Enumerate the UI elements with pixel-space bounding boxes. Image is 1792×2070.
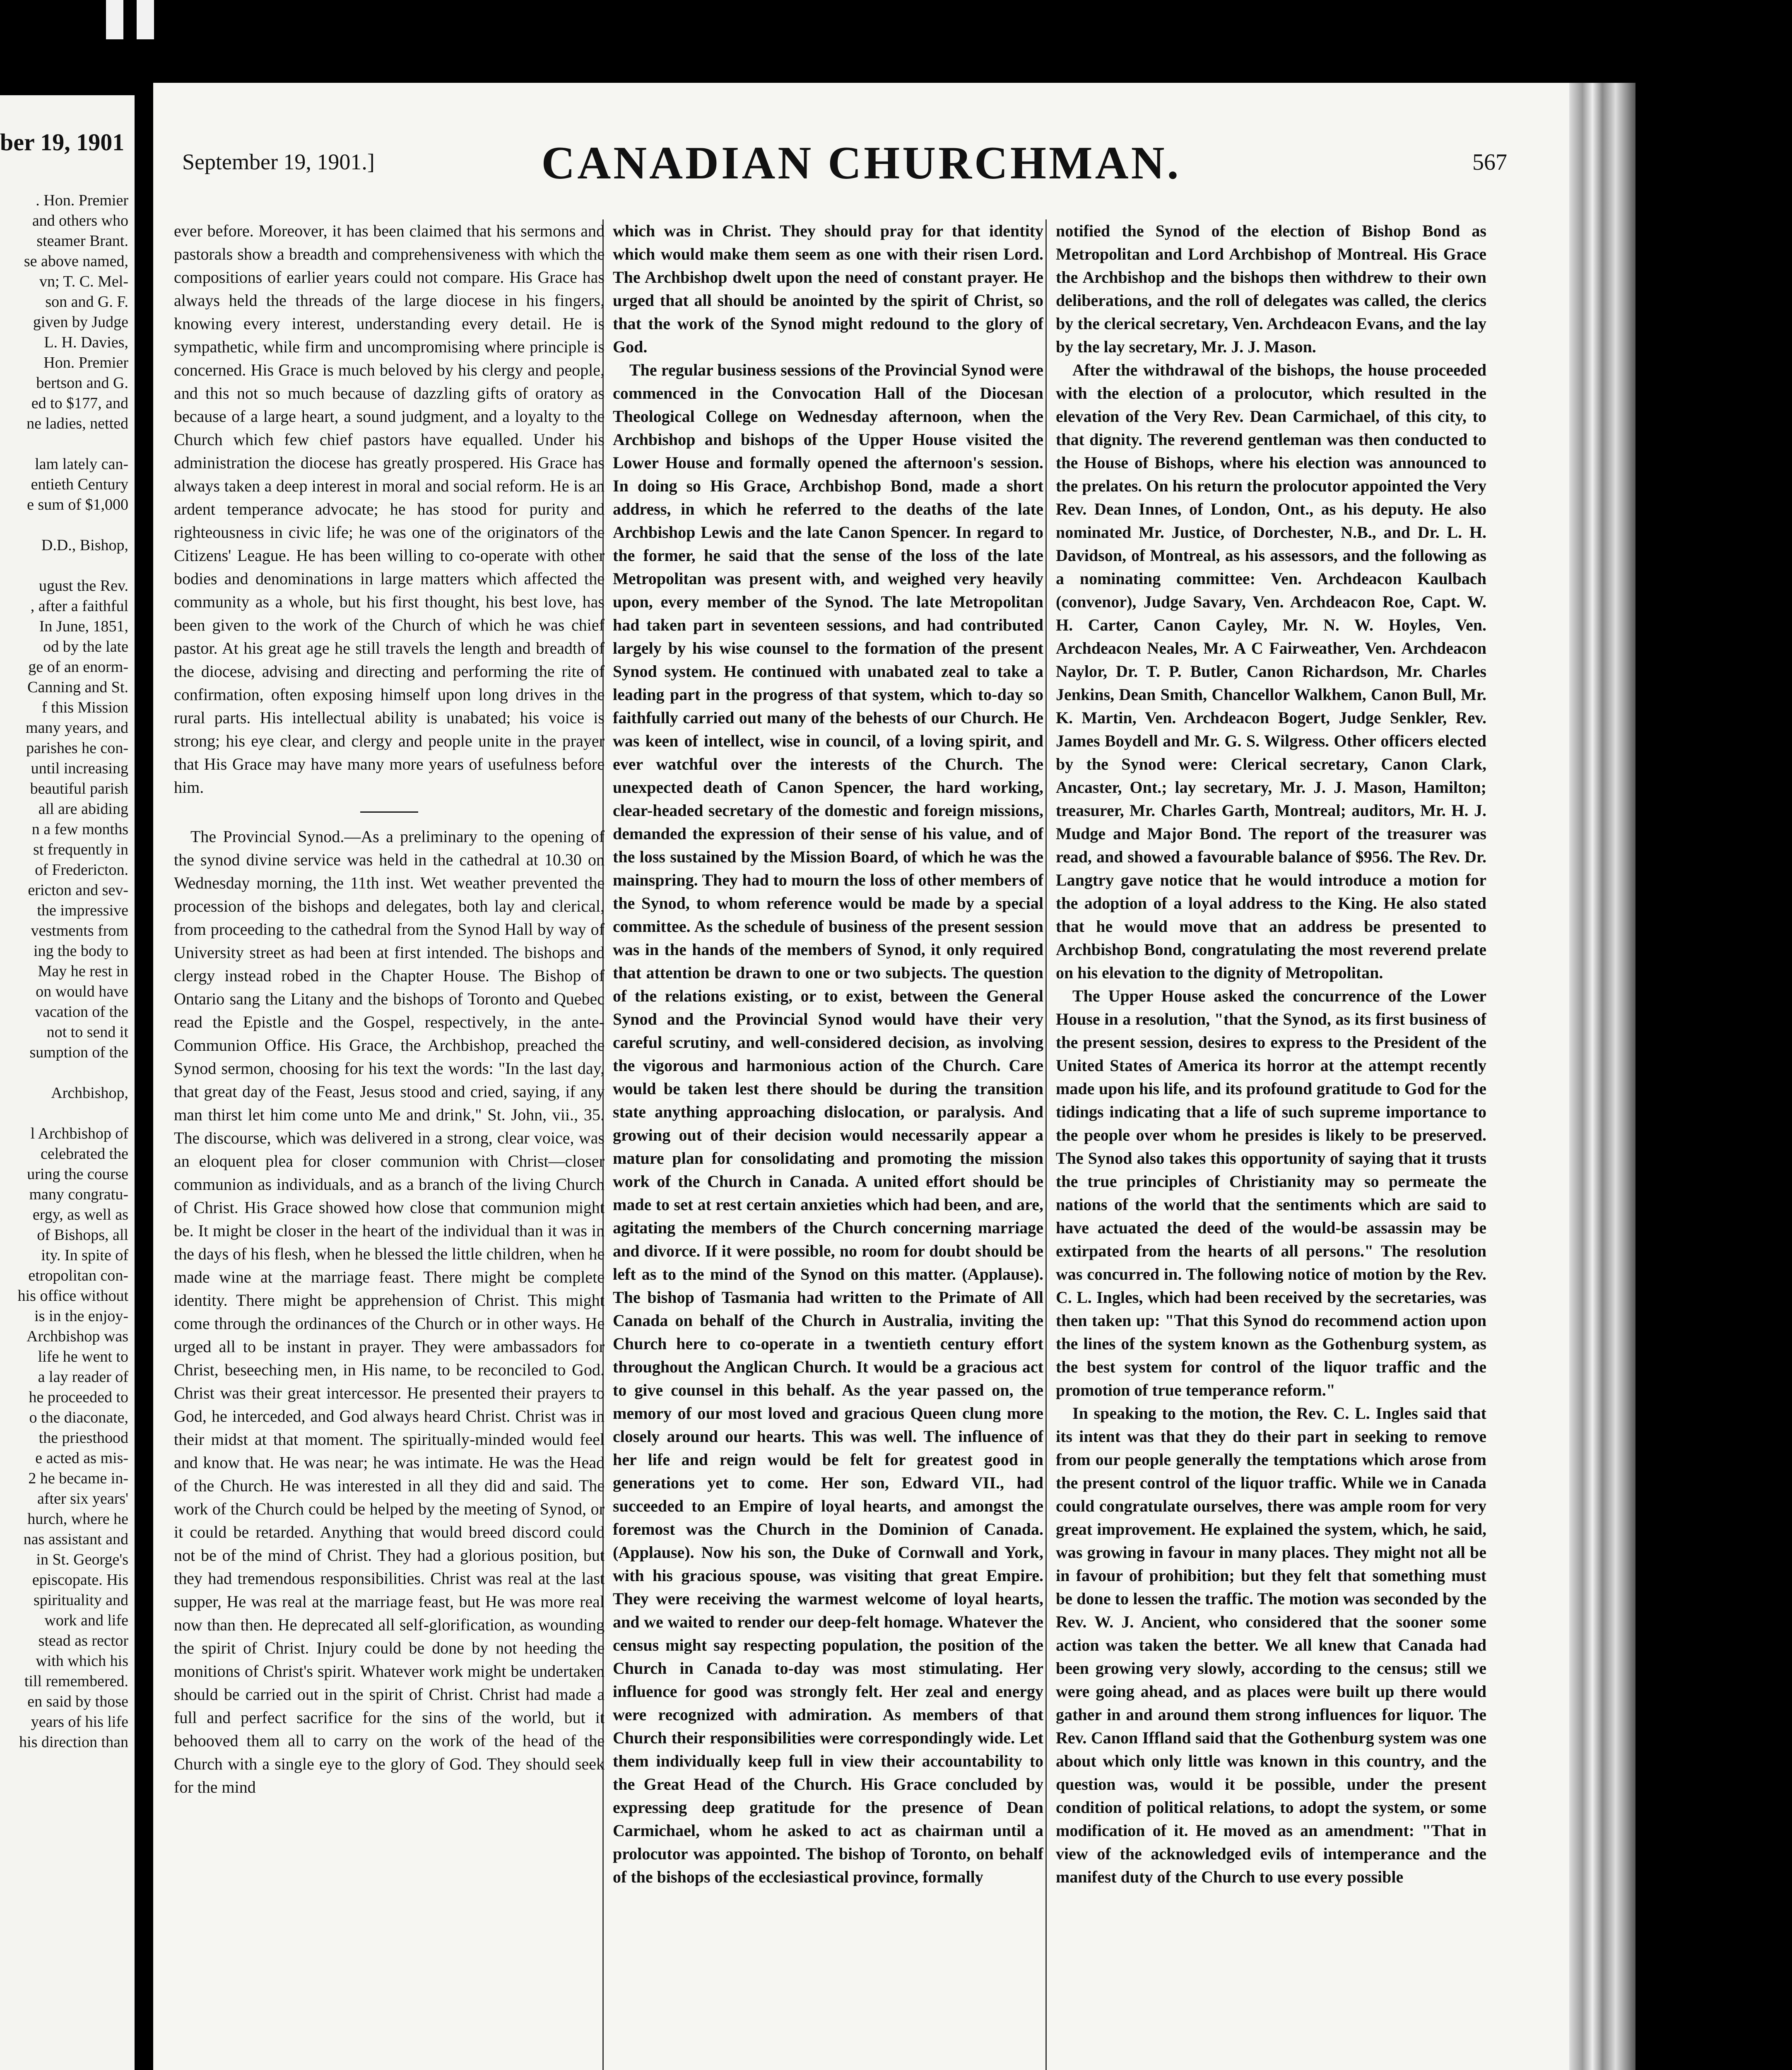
adjacent-page-line: o the diaconate, — [29, 1409, 128, 1426]
section-divider — [360, 811, 418, 813]
adjacent-page-line: ergy, as well as — [32, 1206, 128, 1223]
column-1 — [174, 219, 605, 2070]
adjacent-page-line: parishes he con- — [26, 739, 128, 757]
adjacent-page-line: Archbishop, — [51, 1084, 128, 1102]
adjacent-page-line: bertson and G. — [36, 374, 128, 392]
adjacent-page-line: vacation of the — [35, 1003, 128, 1021]
adjacent-page-line: Archbishop was — [26, 1328, 128, 1345]
adjacent-page-line: uring the course — [27, 1165, 128, 1183]
adjacent-page-line: ugust the Rev. — [39, 577, 128, 595]
adjacent-page-line: on would have — [36, 983, 128, 1000]
article-paragraph: notified the Synod of the election of Bishop Bond as Metropolitan and Lord Archbishop of Montreal. His Grace the Archbishop and the bishops then withdrew to their own deliberations, and the roll of delegates was called, the clerics by the clerical secretary, Ven. Archdeacon Evans, and the lay by the lay secretary, Mr. J. J. Mason. — [1056, 221, 1486, 356]
masthead-title: CANADIAN CHURCHMAN. — [541, 137, 1181, 189]
adjacent-page-line: od by the late — [43, 638, 128, 655]
adjacent-page-line: Canning and St. — [27, 679, 128, 696]
adjacent-page-line: many congratu- — [29, 1186, 128, 1203]
adjacent-page-line: vestments from — [31, 922, 128, 939]
adjacent-page-line: etropolitan con- — [28, 1267, 128, 1284]
column-3 — [1056, 219, 1486, 2070]
article-paragraph: In speaking to the motion, the Rev. C. L. Ingles said that its intent was that they do their part in seeking to remove from our people generally the temptations which arose from the present control of the liquor traffic. While we in Canada could congratulate ourselves, there was ample room for very great improvement. He explained the system, which, he said, was growing in favour in many places. They might not all be in favour of prohibition; but they felt that something must be done to lessen the traffic. The motion was seconded by the Rev. W. J. Ancient, who considered that the sooner some action was taken the better. We all knew that Canada had been growing very slowly, according to the census; still we were going ahead, and as places were built up there would gather in and around them strong influences for liquor. The Rev. Canon Iffland said that the Gothenburg system was one about which only little was known in this country, and the question was, would it be possible, under the present condition of political relations, to adopt the system, or some modification of it. He moved as an amendment: "That in view of the acknowledged evils of intemperance and the manifest duty of the Church to use every possible — [1056, 1404, 1486, 1886]
adjacent-page-text — [0, 190, 128, 1752]
adjacent-page-line: of Fredericton. — [35, 861, 128, 879]
column-rule — [1045, 219, 1047, 2070]
adjacent-page-line — [0, 1103, 128, 1124]
adjacent-page-line: hurch, where he — [27, 1510, 128, 1528]
adjacent-page-line: ericton and sev- — [28, 881, 128, 899]
adjacent-page-line: of Bishops, all — [37, 1226, 128, 1244]
adjacent-page-line: ity. In spite of — [41, 1247, 128, 1264]
adjacent-page-line: f this Mission — [41, 699, 128, 716]
adjacent-page-header: ber 19, 1901 — [0, 129, 125, 156]
adjacent-page-line: nas assistant and — [23, 1531, 128, 1548]
article-paragraph: which was in Christ. They should pray for that identity which would make them seem as one with their risen Lord. The Archbishop dwelt upon the need of constant prayer. He urged that all should be anointed by the spirit of Christ, so that the work of the Synod might redound to the glory of God. — [613, 221, 1043, 356]
adjacent-page-line: e sum of $1,000 — [27, 496, 128, 513]
issue-date: September 19, 1901.] — [182, 149, 375, 174]
adjacent-page-line: after six years' — [37, 1490, 128, 1507]
adjacent-page-line: . Hon. Premier — [36, 192, 128, 209]
adjacent-page-line: life he went to — [38, 1348, 128, 1365]
adjacent-page-line: ed to $177, and — [31, 395, 128, 412]
adjacent-page-line: given by Judge — [33, 313, 128, 331]
page-binding-edge — [1569, 83, 1635, 2070]
adjacent-page-line: all are abiding — [38, 800, 128, 818]
adjacent-page-line: L. H. Davies, — [44, 334, 128, 351]
adjacent-page-line: years of his life — [31, 1713, 128, 1731]
adjacent-page-strip — [0, 95, 135, 2070]
adjacent-page-line: 2 he became in- — [28, 1470, 128, 1487]
adjacent-page-line: D.D., Bishop, — [41, 537, 128, 554]
article-paragraph: After the withdrawal of the bishops, the house proceeded with the election of a prolocutor, which resulted in the elevation of the Very Rev. Dean Carmichael, of this city, to that dignity. The reverend gentleman was then conducted to the House of Bishops, where his election was announced to the prelates. On his return the prolocutor appointed the Very Rev. Dean Innes, of London, Ont., as his deputy. He also nominated Mr. Justice, of Dorchester, N.B., and Dr. L. H. Davidson, of Montreal, as his assessors, and the following as a nominating committee: Ven. Archdeacon Kaulbach (convenor), Judge Savary, Ven. Archdeacon Roe, Capt. W. H. Carter, Canon Cayley, Mr. N. W. Hoyles, Ven. Archdeacon Neales, Mr. A C Fairweather, Ven. Archdeacon Naylor, Dr. T. P. Butler, Canon Richardson, Mr. Charles Jenkins, Dean Smith, Chancellor Walkhem, Canon Bull, Mr. K. Martin, Ven. Archdeacon Bogert, Judge Senkler, Rev. James Boydell and Mr. G. S. Wilgress. Other officers elected by the Synod were: Clerical secretary, Canon Clark, Ancaster, Ont.; lay secretary, Mr. J. J. Mason, Hamilton; treasurer, Mr. Charles Garth, Montreal; auditors, Mr. H. J. Mudge and Major Bond. The report of the treasurer was read, and showed a favourable balance of $956. The Rev. Dr. Langtry gave notice that he would introduce a motion for the adoption of a loyal address to the King. He also stated that he would move that an address be presented to Archbishop Bond, congratulating the most reverend prelate on his elevation to the dignity of Metropolitan. — [1056, 361, 1486, 982]
adjacent-page-line: steamer Brant. — [36, 232, 128, 250]
adjacent-page-line — [0, 515, 128, 535]
column-2 — [613, 219, 1043, 2070]
adjacent-page-line: celebrated the — [40, 1145, 128, 1163]
article-paragraph: The Upper House asked the concurrence of the Lower House in a resolution, "that the Synod, as its first business of the present session, desires to express to the President of the United States of America its horror at the attempt recently made upon his life, and its profound gratitude to God for the tidings indicating that a life of such supreme importance to the people over whom he presides is likely to be preserved. The Synod also takes this opportunity of saying that it trusts the true principles of Christianity may so permeate the nations of the world that the sentiments which are said to have actuated the deed of the would-be assassin may be extirpated from the hearts of all persons." The resolution was concurred in. The following notice of motion by the Rev. C. L. Ingles, which had been received by the secretaries, was then taken up: "That this Synod do recommend action upon the lines of the system known as the Gothenburg system, as the best system for control of the liquor traffic and the promotion of true temperance reform." — [1056, 987, 1486, 1399]
adjacent-page-line — [0, 1063, 128, 1083]
article-paragraph: The regular business sessions of the Provincial Synod were commenced in the Convocation Hall of the Diocesan Theological College on Wednesday afternoon, when the Archbishop and bishops of the Upper House visited the Lower House and formally opened the afternoon's session. In doing so His Grace, Archbishop Bond, made a short address, in which he referred to the deaths of the late Archbishop Lewis and the late Canon Spencer. In regard to the former, he said that the sense of the loss of the late Metropolitan was present with, and weighed very heavily upon, every member of the Synod. The late Metropolitan had taken part in seventeen sessions, and had contributed largely by his wise counsel to the formation of the present Synod system. He continued with unabated zeal to take a leading part in the progress of that system, which to-day so faithfully carried out many of the behests of our Church. He was keen of intellect, wise in council, of a loving spirit, and ever watchful over the interests of the Church. The unexpected death of Canon Spencer, the hard working, clear-headed secretary of the domestic and foreign missions, demanded the expression of their sense of his value, and of the loss sustained by the Mission Board, of which he was the mainspring. They had to mourn the loss of other members of the Synod, to whom reference would be made by a special committee. As the schedule of business of the present session was in the hands of the members of Synod, it only required that attention be drawn to one or two subjects. The question of the relations existing, or to exist, between the General Synod and the Provincial Synod would have their very careful scrutiny, and well-considered decision, as involving the vigorous and harmonious action of the Church. Care would be taken lest there should be during the transition state anything approaching dislocation, or paralysis. And growing out of their decision would necessarily appear a mature plan for consolidating and promoting the mission work of the Church in Canada. A united effort should be made to set at rest certain anxieties which had been, and are, agitating the members of the Church concerning marriage and divorce. If it were possible, no room for doubt should be left as to the mind of the Synod on this matter. (Applause). The bishop of Tasmania had written to the Primate of All Canada on behalf of the Church in Australia, inviting the Church here to co-operate in a twentieth century effort throughout the Anglican Church. It would be a gracious act to give counsel in this behalf. As the year passed on, the memory of our most loved and gracious Queen clung more closely around our hearts. This was well. The influence of her life and reign would be felt for greatest good in generations yet to come. Her son, Edward VII., had succeeded to an Empire of loyal hearts, and amongst the foremost was the Church in the Dominion of Canada. (Applause). Now his son, the Duke of Cornwall and York, with his gracious spouse, was visiting that great Empire. They were receiving the warmest welcome of loyal hearts, and we waited to render our deep-felt homage. Whatever the census might say respecting population, the position of the Church in Canada to-day was most stimulating. Her influence for good was strongly felt. Her zeal and energy were recognized with admiration. As members of that Church their responsibilities were correspondingly wide. Let them individually keep full in view their accountability to the Great Head of the Church. His Grace concluded by expressing deep gratitude for the presence of Dean Carmichael, whom he asked to act as chairman until a prolocutor was appointed. The bishop of Toronto, on behalf of the bishops of the ecclesiastical province, formally — [613, 361, 1043, 1886]
adjacent-page-line: the impressive — [37, 902, 128, 919]
adjacent-page-line: In June, 1851, — [39, 618, 128, 635]
adjacent-page-line: entieth Century — [31, 476, 128, 493]
adjacent-page-line: n a few months — [31, 821, 128, 838]
adjacent-page-line: ge of an enorm- — [28, 658, 128, 676]
adjacent-page-line: a lay reader of — [38, 1368, 128, 1386]
adjacent-page-line: e acted as mis- — [35, 1449, 128, 1467]
adjacent-page-line: his office without — [17, 1287, 128, 1305]
newspaper-page — [153, 83, 1569, 2070]
adjacent-page-line: many years, and — [26, 719, 128, 737]
adjacent-page-line: ne ladies, netted — [26, 415, 128, 432]
page-number: 567 — [1472, 149, 1507, 175]
adjacent-page-line: spirituality and — [33, 1591, 128, 1609]
adjacent-page-line: ing the body to — [33, 942, 128, 960]
adjacent-page-line: he proceeded to — [29, 1389, 128, 1406]
page-header — [153, 132, 1569, 199]
adjacent-page-line: with which his — [36, 1652, 128, 1670]
adjacent-page-line: work and life — [44, 1612, 128, 1629]
adjacent-page-line: Hon. Premier — [43, 354, 128, 371]
adjacent-page-line: until increasing — [31, 760, 128, 777]
adjacent-page-line: till remembered. — [24, 1673, 128, 1690]
adjacent-page-line: in St. George's — [36, 1551, 128, 1568]
adjacent-page-line: , after a faithful — [30, 597, 128, 615]
film-mark-top-1 — [106, 0, 123, 39]
adjacent-page-line: en said by those — [27, 1693, 128, 1710]
article-paragraph: ever before. Moreover, it has been claimed that his sermons and pastorals show a breadth and comprehensiveness with which the compositions of earlier years could not compare. His Grace has always held the threads of the large diocese in his fingers, knowing every interest, understanding every detail. He is sympathetic, while firm and uncompromising where principle is concerned. His Grace is much beloved by his clergy and people, and this not so much because of dazzling gifts of oratory as because of a large heart, a sound judgment, and a loyalty to the Church which few chief pastors have equalled. Under his administration the diocese has greatly prospered. His Grace has always taken a deep interest in moral and social reform. He is an ardent temperance advocate; he has stood for purity and righteousness in civic life; he was one of the originators of the Citizens' League. He has been willing to co-operate with other bodies and denominations in large matters which affected the community as a whole, but his first thought, his best love, has been given to the work of the Church of which he was chief pastor. At his great age he still travels the length and breadth of the diocese, advising and directing and performing the rite of confirmation, often exposing himself upon long drives in the rural parts. His intellectual ability is unabated; his voice is strong; his eye clear, and clergy and people unite in the prayer that His Grace may have many more years of usefulness before him. — [174, 221, 605, 797]
adjacent-page-line: stead as rector — [38, 1632, 128, 1649]
adjacent-page-line: not to send it — [46, 1023, 128, 1041]
adjacent-page-line: his direction than — [19, 1733, 128, 1751]
adjacent-page-line: lam lately can- — [35, 455, 128, 473]
adjacent-page-line — [0, 434, 128, 454]
adjacent-page-line: is in the enjoy- — [34, 1307, 128, 1325]
adjacent-page-line: se above named, — [24, 253, 128, 270]
adjacent-page-line: son and G. F. — [45, 293, 128, 310]
adjacent-page-line — [0, 556, 128, 576]
film-mark-top-2 — [137, 0, 154, 39]
adjacent-page-line: May he rest in — [38, 963, 128, 980]
adjacent-page-line: vn; T. C. Mel- — [39, 273, 128, 290]
adjacent-page-line: l Archbishop of — [30, 1125, 128, 1142]
article-paragraph: The Provincial Synod.—As a preliminary to the opening of the synod divine service was held in the cathedral at 10.30 on Wednesday morning, the 11th inst. Wet weather prevented the procession of the bishops and delegates, both lay and clerical, from proceeding to the cathedral from the Synod Hall by way of University street as had been at first intended. The bishops and clergy instead robed in the Chapter House. The Bishop of Ontario sang the Litany and the bishops of Toronto and Quebec read the Epistle and the Gospel, respectively, in the ante-Communion Office. His Grace, the Archbishop, preached the Synod sermon, choosing for his text the words: "In the last day, that great day of the Feast, Jesus stood and cried, saying, if any man thirst let him come unto Me and drink," St. John, vii., 35. The discourse, which was delivered in a strong, clear voice, was an eloquent plea for closer communion with Christ—closer communion as individuals, and as a branch of the living Church of Christ. His Grace showed how close that communion might be. It might be closer in the heart of the individual than it was in the days of his flesh, when he blessed the little children, when he made wine at the marriage feast. There might be complete identity. There might be apprehension of Christ. This might come through the ordinances of the Church or in other ways. He urged all to be instant in prayer. They were ambassadors for Christ, beseeching men, in His name, to be reconciled to God. Christ was their great intercessor. He presented their prayers to God, he interceded, and God always heard Christ. Christ was in their midst at that moment. The spiritually-minded would feel and know that. He was near; he was intimate. He was the Head of the Church. He was interested in all they did and said. The work of the Church could be helped by the meeting of Synod, or it could be retarded. Anything that would breed discord could not be of the mind of Christ. They had a glorious position, but they had tremendous responsibilities. Christ was real at the last supper, He was real at the marriage feast, but He was more real now than then. He deprecated all self-glorification, as wounding the spirit of Christ. Injury could be done by not heeding the monitions of Christ's spirit. Whatever work might be undertaken should be carried out in the spirit of Christ. Christ had made a full and perfect sacrifice for the sins of the world, but it behooved them all to carry on the work of the head of the Church with a single eye to the glory of God. They should seek for the mind — [174, 827, 605, 1796]
adjacent-page-line: beautiful parish — [30, 780, 128, 797]
adjacent-page-line: sumption of the — [29, 1044, 128, 1061]
adjacent-page-line: and others who — [32, 212, 128, 229]
adjacent-page-line: episcopate. His — [32, 1571, 128, 1589]
adjacent-page-line: the priesthood — [39, 1429, 128, 1447]
adjacent-page-line: st frequently in — [33, 841, 128, 858]
